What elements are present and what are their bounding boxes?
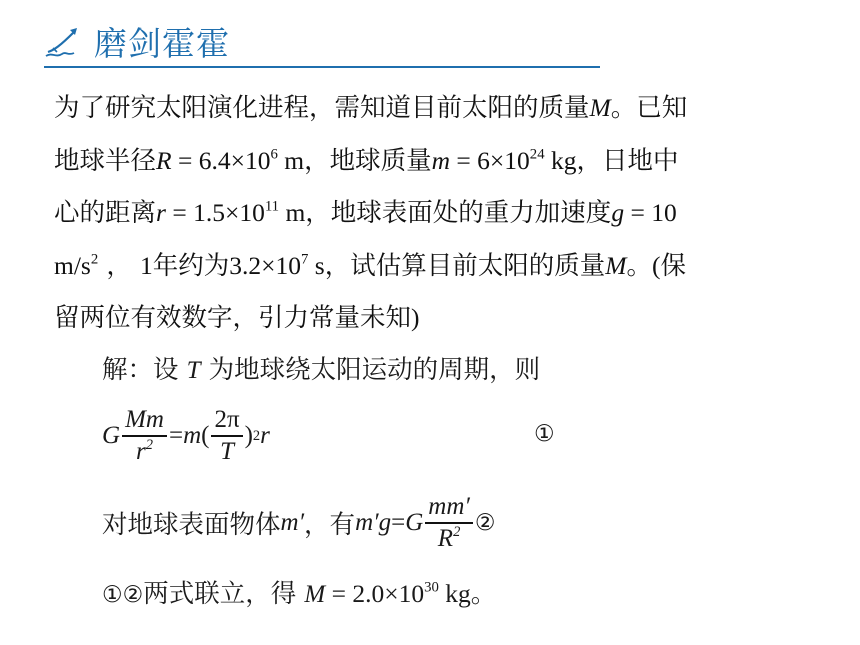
- exponent: 30: [424, 579, 439, 596]
- unit: m: [279, 198, 306, 227]
- problem-line-4: [54, 240, 784, 293]
- section-title: 磨剑霍霍: [94, 23, 230, 63]
- pen-writing-icon: [44, 26, 80, 60]
- var-r: r: [156, 198, 166, 227]
- var-r: r: [260, 422, 270, 449]
- section-header: [44, 20, 230, 66]
- fraction: [425, 494, 473, 552]
- exponent: 2: [90, 251, 99, 268]
- var-R: R: [156, 145, 172, 175]
- value: = 10: [624, 198, 677, 227]
- fraction-bar: [122, 435, 167, 436]
- problem-line-5: [54, 292, 784, 345]
- paren: ): [244, 422, 253, 449]
- unit: kg: [544, 145, 577, 175]
- text: ，地球表面处的重力加速度: [305, 198, 612, 228]
- numerator: Mm: [125, 406, 164, 434]
- text: ，: [98, 250, 140, 281]
- text: ，日地中: [576, 145, 679, 176]
- solution-line-4: [102, 574, 496, 610]
- text: ，试估算目前太阳的质量: [324, 250, 606, 281]
- equation-1: G $\frac{Mm}{r^2}$ = m ( $\frac{2\pi}{T}$ ) 2 r ①: [102, 406, 555, 465]
- text: 为地球绕太阳运动的周期，则: [200, 355, 541, 385]
- var-g: g: [611, 198, 625, 227]
- problem-line-3: [54, 187, 784, 240]
- exponent: 24: [529, 146, 545, 163]
- fraction: [122, 407, 167, 465]
- text: 留两位有效数字，引力常量未知: [54, 303, 412, 333]
- var-G: G: [405, 509, 424, 536]
- var-m: m: [183, 422, 202, 449]
- text: 。已知: [610, 93, 688, 123]
- var-M: M: [589, 93, 611, 122]
- solution-line-3: [102, 492, 495, 554]
- unit: kg: [438, 579, 471, 608]
- problem-line-2: [54, 135, 784, 188]
- text: 。: [626, 250, 652, 281]
- var-r: r: [136, 437, 146, 465]
- text: ): [411, 303, 420, 332]
- text: 心的距离: [54, 198, 157, 228]
- text: ，有: [304, 510, 356, 540]
- fraction-bar: [425, 522, 473, 523]
- value: = 6×10: [450, 145, 530, 175]
- text: 为了研究太阳演化进程，需知道目前太阳的质量: [54, 93, 590, 123]
- unit: m/s: [54, 250, 91, 280]
- equals: =: [168, 422, 184, 449]
- var-G: G: [102, 422, 121, 449]
- equals: =: [391, 509, 406, 536]
- text: 。: [470, 579, 497, 609]
- value: = 2.0×10: [325, 579, 425, 608]
- problem-text: [54, 82, 784, 345]
- paren: (: [201, 422, 210, 449]
- unit: s: [308, 250, 325, 280]
- header-divider: [44, 66, 600, 68]
- text: 年约为: [152, 250, 230, 281]
- fraction: [211, 407, 242, 465]
- exponent: 2: [453, 523, 461, 540]
- exponent: 7: [300, 251, 309, 268]
- problem-line-1: [54, 82, 784, 135]
- text: 对地球表面物体: [102, 510, 281, 540]
- unit: m: [277, 145, 305, 175]
- numerator: 2π: [214, 406, 240, 434]
- denominator: T: [220, 437, 234, 465]
- value: = 1.5×10: [165, 198, 265, 227]
- text: 两式联立，得: [143, 579, 305, 609]
- exponent: 2: [145, 436, 153, 453]
- denominator: [133, 436, 156, 465]
- exponent: 11: [264, 198, 280, 215]
- text: (保: [651, 250, 686, 280]
- equation-markers: ①②: [102, 582, 144, 608]
- var-m-prime: m′: [280, 509, 305, 536]
- value: 3.2×10: [229, 250, 301, 280]
- denominator: [435, 523, 464, 552]
- exponent: 6: [270, 146, 278, 163]
- numerator: mm′: [428, 493, 470, 521]
- expression: m′g: [355, 509, 392, 536]
- text: 地球半径: [54, 145, 157, 176]
- value: = 6.4×10: [171, 145, 271, 175]
- text: ，地球质量: [304, 145, 432, 176]
- solution-line-1: [102, 350, 540, 386]
- var-M: M: [605, 250, 627, 280]
- var-R: R: [437, 524, 454, 552]
- var-M: M: [304, 581, 326, 608]
- var-m: m: [431, 145, 451, 175]
- number: 1: [139, 250, 153, 280]
- var-T: T: [186, 357, 201, 384]
- equation-marker: ①: [534, 421, 555, 447]
- fraction-bar: [211, 435, 242, 436]
- text: 解：设: [102, 355, 187, 385]
- equation-marker: ②: [474, 510, 496, 536]
